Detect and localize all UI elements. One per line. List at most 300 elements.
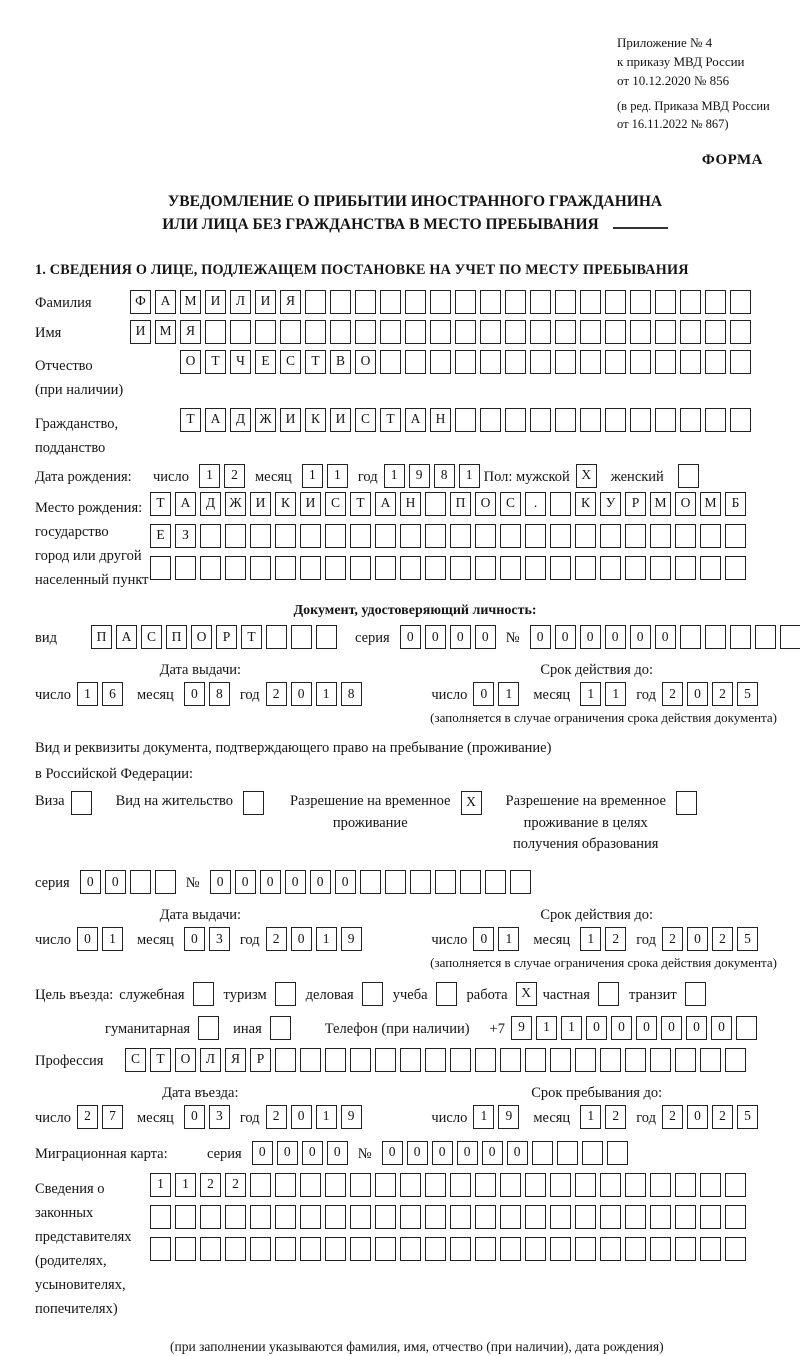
char-box[interactable]	[675, 556, 696, 580]
char-box[interactable]	[425, 524, 446, 548]
char-box[interactable]: 1	[316, 927, 337, 951]
char-box[interactable]: 1	[561, 1016, 582, 1040]
char-box[interactable]	[250, 1237, 271, 1261]
rvp-series-input[interactable]	[80, 870, 180, 894]
char-box[interactable]	[530, 408, 551, 432]
char-box[interactable]	[730, 408, 751, 432]
char-box[interactable]: 1	[199, 464, 220, 488]
char-box[interactable]	[500, 1173, 521, 1197]
char-box[interactable]	[725, 556, 746, 580]
char-box[interactable]	[200, 1205, 221, 1229]
representatives-line2[interactable]	[150, 1205, 750, 1229]
birth-day-input[interactable]	[199, 464, 249, 488]
char-box[interactable]: 0	[335, 870, 356, 894]
char-box[interactable]: 0	[711, 1016, 732, 1040]
char-box[interactable]: А	[405, 408, 426, 432]
char-box[interactable]: Т	[305, 350, 326, 374]
char-box[interactable]: И	[205, 290, 226, 314]
char-box[interactable]: 0	[184, 1105, 205, 1129]
char-box[interactable]	[400, 1237, 421, 1261]
char-box[interactable]: Т	[180, 408, 201, 432]
passport-issue-day[interactable]	[77, 682, 127, 706]
char-box[interactable]: 0	[687, 1105, 708, 1129]
char-box[interactable]: И	[300, 492, 321, 516]
char-box[interactable]: 0	[686, 1016, 707, 1040]
char-box[interactable]: 0	[277, 1141, 298, 1165]
char-box[interactable]	[555, 408, 576, 432]
char-box[interactable]	[450, 1237, 471, 1261]
char-box[interactable]: Т	[241, 625, 262, 649]
char-box[interactable]	[355, 290, 376, 314]
char-box[interactable]	[225, 1237, 246, 1261]
char-box[interactable]	[225, 1205, 246, 1229]
char-box[interactable]	[430, 320, 451, 344]
char-box[interactable]	[475, 524, 496, 548]
char-box[interactable]: 0	[184, 682, 205, 706]
char-box[interactable]: Р	[250, 1048, 271, 1072]
char-box[interactable]	[275, 1173, 296, 1197]
birth-place-line1[interactable]	[150, 492, 750, 516]
char-box[interactable]: 8	[434, 464, 455, 488]
birth-place-line2[interactable]	[150, 524, 750, 548]
char-box[interactable]: 0	[555, 625, 576, 649]
char-box[interactable]	[330, 320, 351, 344]
char-box[interactable]	[480, 320, 501, 344]
representatives-line1[interactable]	[150, 1173, 750, 1197]
char-box[interactable]	[675, 1173, 696, 1197]
char-box[interactable]	[325, 1205, 346, 1229]
char-box[interactable]: И	[250, 492, 271, 516]
char-box[interactable]	[555, 350, 576, 374]
char-box[interactable]	[405, 350, 426, 374]
char-box[interactable]: Д	[230, 408, 251, 432]
char-box[interactable]: К	[575, 492, 596, 516]
char-box[interactable]: М	[180, 290, 201, 314]
char-box[interactable]	[175, 556, 196, 580]
char-box[interactable]	[300, 1173, 321, 1197]
char-box[interactable]	[575, 1205, 596, 1229]
char-box[interactable]	[430, 350, 451, 374]
char-box[interactable]	[255, 320, 276, 344]
char-box[interactable]	[625, 1173, 646, 1197]
char-box[interactable]	[725, 1237, 746, 1261]
char-box[interactable]	[400, 556, 421, 580]
char-box[interactable]	[350, 556, 371, 580]
char-box[interactable]	[200, 1237, 221, 1261]
char-box[interactable]	[705, 625, 726, 649]
char-box[interactable]	[375, 524, 396, 548]
char-box[interactable]: 8	[209, 682, 230, 706]
char-box[interactable]	[725, 524, 746, 548]
char-box[interactable]: 0	[291, 927, 312, 951]
char-box[interactable]: Е	[255, 350, 276, 374]
char-box[interactable]	[650, 556, 671, 580]
char-box[interactable]: 9	[498, 1105, 519, 1129]
char-box[interactable]	[325, 1048, 346, 1072]
char-box[interactable]	[550, 1205, 571, 1229]
char-box[interactable]	[630, 350, 651, 374]
rvp-issue-year[interactable]	[266, 927, 366, 951]
char-box[interactable]: 1	[150, 1173, 171, 1197]
char-box[interactable]: 1	[77, 682, 98, 706]
char-box[interactable]: 1	[498, 927, 519, 951]
char-box[interactable]: А	[375, 492, 396, 516]
char-box[interactable]: 0	[457, 1141, 478, 1165]
char-box[interactable]	[505, 350, 526, 374]
char-box[interactable]: К	[275, 492, 296, 516]
char-box[interactable]: .	[525, 492, 546, 516]
char-box[interactable]	[275, 556, 296, 580]
char-box[interactable]: А	[116, 625, 137, 649]
char-box[interactable]	[350, 524, 371, 548]
char-box[interactable]	[532, 1141, 553, 1165]
char-box[interactable]	[225, 556, 246, 580]
char-box[interactable]	[291, 625, 312, 649]
char-box[interactable]	[325, 1173, 346, 1197]
char-box[interactable]: 0	[291, 682, 312, 706]
char-box[interactable]	[175, 1205, 196, 1229]
char-box[interactable]: Т	[350, 492, 371, 516]
char-box[interactable]	[480, 290, 501, 314]
char-box[interactable]: 0	[636, 1016, 657, 1040]
birth-month-input[interactable]	[302, 464, 352, 488]
char-box[interactable]	[300, 524, 321, 548]
sex-female-checkbox[interactable]	[678, 464, 699, 488]
char-box[interactable]	[525, 1173, 546, 1197]
char-box[interactable]	[605, 320, 626, 344]
char-box[interactable]	[550, 1237, 571, 1261]
char-box[interactable]: 1	[605, 682, 626, 706]
char-box[interactable]	[730, 625, 751, 649]
char-box[interactable]: О	[191, 625, 212, 649]
char-box[interactable]: 1	[536, 1016, 557, 1040]
char-box[interactable]	[555, 320, 576, 344]
char-box[interactable]	[330, 290, 351, 314]
char-box[interactable]: 1	[498, 682, 519, 706]
phone-input[interactable]	[511, 1016, 761, 1040]
char-box[interactable]	[475, 1048, 496, 1072]
char-box[interactable]	[780, 625, 800, 649]
visa-checkbox[interactable]	[71, 791, 92, 815]
char-box[interactable]: 1	[459, 464, 480, 488]
char-box[interactable]: Л	[230, 290, 251, 314]
char-box[interactable]	[230, 320, 251, 344]
char-box[interactable]	[550, 1173, 571, 1197]
char-box[interactable]	[455, 350, 476, 374]
char-box[interactable]: О	[675, 492, 696, 516]
char-box[interactable]	[250, 1173, 271, 1197]
char-box[interactable]	[650, 1048, 671, 1072]
char-box[interactable]	[575, 1237, 596, 1261]
char-box[interactable]	[200, 524, 221, 548]
char-box[interactable]: 0	[77, 927, 98, 951]
migration-series-input[interactable]	[252, 1141, 352, 1165]
char-box[interactable]	[375, 1205, 396, 1229]
char-box[interactable]	[680, 350, 701, 374]
char-box[interactable]	[425, 492, 446, 516]
char-box[interactable]	[605, 350, 626, 374]
char-box[interactable]: 2	[662, 1105, 683, 1129]
char-box[interactable]: 0	[425, 625, 446, 649]
char-box[interactable]	[425, 1173, 446, 1197]
char-box[interactable]	[450, 556, 471, 580]
char-box[interactable]: М	[155, 320, 176, 344]
char-box[interactable]: 0	[482, 1141, 503, 1165]
passport-issue-year[interactable]	[266, 682, 366, 706]
char-box[interactable]	[582, 1141, 603, 1165]
char-box[interactable]: П	[166, 625, 187, 649]
stay-year[interactable]	[662, 1105, 762, 1129]
char-box[interactable]	[580, 408, 601, 432]
char-box[interactable]	[557, 1141, 578, 1165]
char-box[interactable]	[405, 290, 426, 314]
char-box[interactable]: 2	[712, 682, 733, 706]
char-box[interactable]: М	[700, 492, 721, 516]
char-box[interactable]	[655, 408, 676, 432]
residence-permit-checkbox[interactable]	[243, 791, 264, 815]
char-box[interactable]	[300, 1048, 321, 1072]
citizenship-input[interactable]	[180, 408, 755, 432]
char-box[interactable]: 1	[302, 464, 323, 488]
char-box[interactable]: 1	[316, 1105, 337, 1129]
char-box[interactable]	[650, 1237, 671, 1261]
char-box[interactable]: 2	[200, 1173, 221, 1197]
char-box[interactable]: Н	[400, 492, 421, 516]
char-box[interactable]: 6	[102, 682, 123, 706]
doc-kind-input[interactable]	[91, 625, 341, 649]
char-box[interactable]	[730, 320, 751, 344]
purpose-chastnaya-checkbox[interactable]	[598, 982, 619, 1006]
char-box[interactable]	[350, 1205, 371, 1229]
char-box[interactable]	[700, 1205, 721, 1229]
char-box[interactable]	[425, 1048, 446, 1072]
char-box[interactable]	[575, 556, 596, 580]
char-box[interactable]	[175, 1237, 196, 1261]
char-box[interactable]	[625, 524, 646, 548]
char-box[interactable]	[700, 556, 721, 580]
char-box[interactable]: 9	[341, 1105, 362, 1129]
char-box[interactable]: Т	[150, 492, 171, 516]
char-box[interactable]: 0	[450, 625, 471, 649]
char-box[interactable]	[505, 320, 526, 344]
char-box[interactable]: 9	[511, 1016, 532, 1040]
char-box[interactable]: 5	[737, 927, 758, 951]
char-box[interactable]: 2	[662, 927, 683, 951]
char-box[interactable]: П	[450, 492, 471, 516]
sex-male-checkbox[interactable]: X	[576, 464, 597, 488]
char-box[interactable]: 0	[687, 927, 708, 951]
char-box[interactable]	[380, 350, 401, 374]
char-box[interactable]	[325, 556, 346, 580]
char-box[interactable]	[450, 1173, 471, 1197]
char-box[interactable]	[575, 1173, 596, 1197]
char-box[interactable]	[605, 290, 626, 314]
char-box[interactable]	[700, 1173, 721, 1197]
char-box[interactable]	[600, 556, 621, 580]
char-box[interactable]	[630, 320, 651, 344]
char-box[interactable]	[275, 524, 296, 548]
char-box[interactable]	[475, 1237, 496, 1261]
passport-expiry-month[interactable]	[580, 682, 630, 706]
char-box[interactable]: Д	[200, 492, 221, 516]
char-box[interactable]	[600, 524, 621, 548]
char-box[interactable]	[250, 556, 271, 580]
char-box[interactable]	[480, 350, 501, 374]
char-box[interactable]: 0	[475, 625, 496, 649]
char-box[interactable]: 1	[580, 1105, 601, 1129]
char-box[interactable]	[675, 1237, 696, 1261]
char-box[interactable]	[480, 408, 501, 432]
char-box[interactable]: Ф	[130, 290, 151, 314]
char-box[interactable]: С	[280, 350, 301, 374]
char-box[interactable]	[625, 1048, 646, 1072]
representatives-line3[interactable]	[150, 1237, 750, 1261]
char-box[interactable]	[500, 1205, 521, 1229]
char-box[interactable]	[650, 524, 671, 548]
char-box[interactable]	[730, 290, 751, 314]
char-box[interactable]: Ж	[225, 492, 246, 516]
char-box[interactable]: И	[330, 408, 351, 432]
char-box[interactable]: Т	[380, 408, 401, 432]
char-box[interactable]: 0	[407, 1141, 428, 1165]
char-box[interactable]	[550, 556, 571, 580]
char-box[interactable]	[625, 1205, 646, 1229]
char-box[interactable]	[600, 1237, 621, 1261]
char-box[interactable]	[475, 556, 496, 580]
char-box[interactable]: З	[175, 524, 196, 548]
char-box[interactable]	[530, 290, 551, 314]
char-box[interactable]: У	[600, 492, 621, 516]
char-box[interactable]	[500, 524, 521, 548]
purpose-gumanitarnaya-checkbox[interactable]	[198, 1016, 219, 1040]
char-box[interactable]	[350, 1048, 371, 1072]
char-box[interactable]: 0	[655, 625, 676, 649]
char-box[interactable]	[375, 1237, 396, 1261]
passport-expiry-year[interactable]	[662, 682, 762, 706]
char-box[interactable]	[680, 625, 701, 649]
char-box[interactable]: 1	[473, 1105, 494, 1129]
char-box[interactable]: О	[355, 350, 376, 374]
doc-number-input[interactable]	[530, 625, 800, 649]
char-box[interactable]: Я	[280, 290, 301, 314]
char-box[interactable]	[130, 870, 151, 894]
doc-series-input[interactable]	[400, 625, 500, 649]
char-box[interactable]	[325, 1237, 346, 1261]
char-box[interactable]: 2	[662, 682, 683, 706]
char-box[interactable]	[525, 524, 546, 548]
surname-input[interactable]	[130, 290, 755, 314]
char-box[interactable]	[305, 290, 326, 314]
char-box[interactable]: 0	[530, 625, 551, 649]
char-box[interactable]	[630, 290, 651, 314]
char-box[interactable]: К	[305, 408, 326, 432]
char-box[interactable]	[575, 1048, 596, 1072]
char-box[interactable]	[500, 1048, 521, 1072]
char-box[interactable]	[150, 1205, 171, 1229]
char-box[interactable]	[155, 870, 176, 894]
birth-place-line3[interactable]	[150, 556, 750, 580]
char-box[interactable]	[300, 1205, 321, 1229]
char-box[interactable]: 0	[310, 870, 331, 894]
char-box[interactable]	[300, 1237, 321, 1261]
char-box[interactable]: 0	[687, 682, 708, 706]
char-box[interactable]: 1	[580, 682, 601, 706]
char-box[interactable]	[325, 524, 346, 548]
char-box[interactable]	[580, 290, 601, 314]
char-box[interactable]	[405, 320, 426, 344]
char-box[interactable]: 3	[209, 1105, 230, 1129]
char-box[interactable]	[650, 1173, 671, 1197]
char-box[interactable]	[475, 1205, 496, 1229]
char-box[interactable]	[300, 556, 321, 580]
char-box[interactable]	[625, 556, 646, 580]
purpose-rabota-checkbox[interactable]: X	[516, 982, 537, 1006]
char-box[interactable]	[510, 870, 531, 894]
stay-day[interactable]	[473, 1105, 523, 1129]
char-box[interactable]	[385, 870, 406, 894]
char-box[interactable]: С	[500, 492, 521, 516]
char-box[interactable]	[725, 1173, 746, 1197]
char-box[interactable]: Я	[225, 1048, 246, 1072]
char-box[interactable]: 3	[209, 927, 230, 951]
char-box[interactable]: Я	[180, 320, 201, 344]
char-box[interactable]	[305, 320, 326, 344]
stay-month[interactable]	[580, 1105, 630, 1129]
char-box[interactable]	[705, 408, 726, 432]
char-box[interactable]: 0	[605, 625, 626, 649]
birth-year-input[interactable]	[384, 464, 484, 488]
char-box[interactable]	[736, 1016, 757, 1040]
char-box[interactable]: 2	[712, 927, 733, 951]
temp-permit-checkbox[interactable]: X	[461, 791, 482, 815]
char-box[interactable]	[625, 1237, 646, 1261]
passport-issue-month[interactable]	[184, 682, 234, 706]
char-box[interactable]	[500, 556, 521, 580]
char-box[interactable]	[555, 290, 576, 314]
char-box[interactable]	[485, 870, 506, 894]
char-box[interactable]	[700, 524, 721, 548]
char-box[interactable]	[605, 408, 626, 432]
char-box[interactable]: 1	[102, 927, 123, 951]
char-box[interactable]: 2	[266, 682, 287, 706]
char-box[interactable]	[655, 290, 676, 314]
char-box[interactable]	[607, 1141, 628, 1165]
char-box[interactable]	[525, 1048, 546, 1072]
char-box[interactable]	[425, 556, 446, 580]
char-box[interactable]	[435, 870, 456, 894]
char-box[interactable]: Т	[150, 1048, 171, 1072]
char-box[interactable]: 0	[252, 1141, 273, 1165]
rvp-number-input[interactable]	[210, 870, 535, 894]
char-box[interactable]: 0	[235, 870, 256, 894]
char-box[interactable]	[675, 524, 696, 548]
char-box[interactable]	[725, 1205, 746, 1229]
char-box[interactable]	[350, 1237, 371, 1261]
char-box[interactable]: 0	[285, 870, 306, 894]
char-box[interactable]	[250, 1205, 271, 1229]
char-box[interactable]	[705, 320, 726, 344]
char-box[interactable]	[680, 320, 701, 344]
char-box[interactable]: 0	[382, 1141, 403, 1165]
char-box[interactable]	[505, 290, 526, 314]
char-box[interactable]: 5	[737, 1105, 758, 1129]
rvp-issue-day[interactable]	[77, 927, 127, 951]
char-box[interactable]	[550, 492, 571, 516]
char-box[interactable]	[755, 625, 776, 649]
char-box[interactable]: 0	[105, 870, 126, 894]
char-box[interactable]	[725, 1048, 746, 1072]
char-box[interactable]	[655, 320, 676, 344]
